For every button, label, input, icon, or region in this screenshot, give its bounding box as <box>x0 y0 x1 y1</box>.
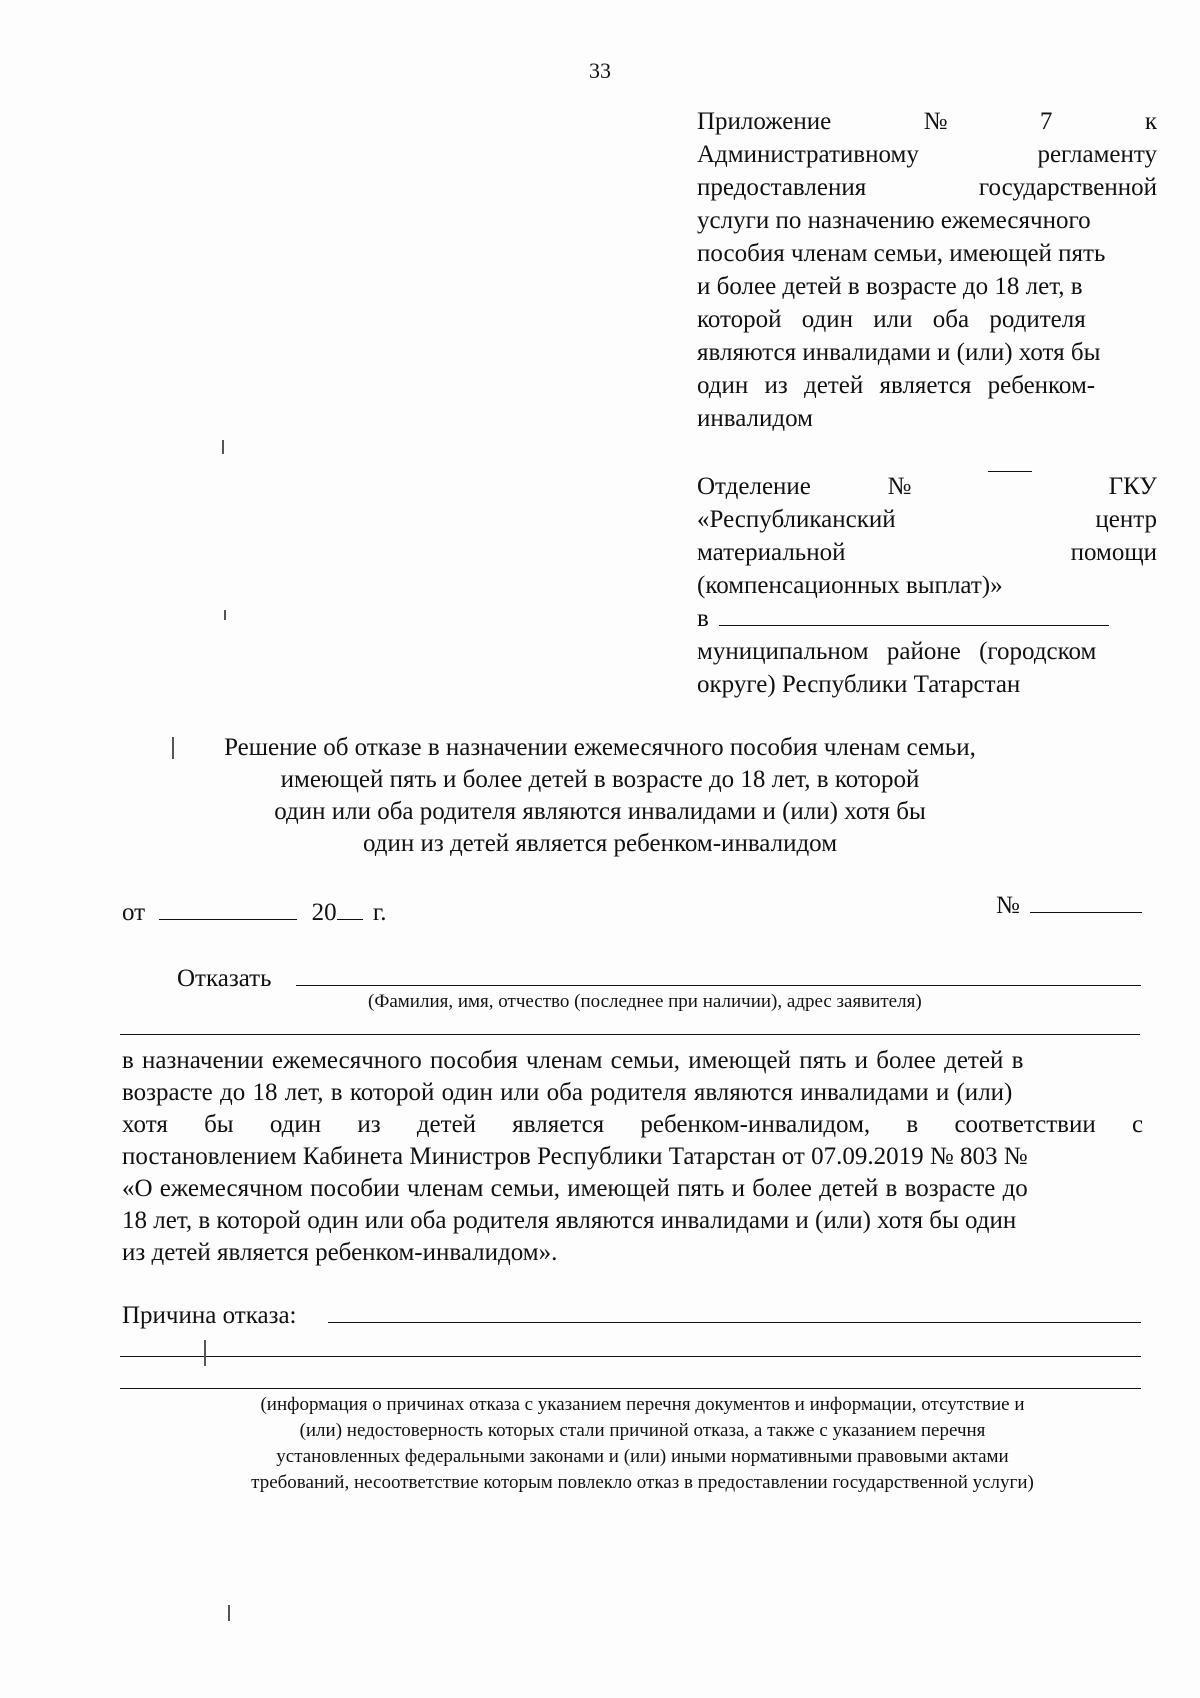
appendix-line-7: которой один или оба родителя <box>697 306 1086 333</box>
body-line-4: постановлением Кабинета Министров Республики Татарстан от 07.09.2019 № 803 № <box>122 1143 1028 1170</box>
reason-line-2 <box>120 1356 1141 1357</box>
number-field: № <box>996 890 1142 922</box>
reason-label: Причина отказа: <box>122 1302 297 1329</box>
scan-speck <box>228 1605 230 1621</box>
addressee-line-7: округе) Республики Татарстан <box>697 671 1021 698</box>
scan-speck <box>224 610 226 620</box>
appendix-line-3: предоставления государственной <box>697 174 1157 201</box>
appendix-line-5: пособия членам семьи, имеющей пять <box>697 240 1106 267</box>
body-line-7: из детей является ребенком-инвалидом». <box>122 1239 558 1266</box>
body-line-5: «О ежемесячном пособии членам семьи, имеющей пять и более детей в возрасте до <box>122 1175 1028 1202</box>
refuse-label: Отказать <box>177 965 272 992</box>
appendix-line-10: инвалидом <box>697 405 813 432</box>
addressee-line-6: муниципальном районе (городском <box>697 638 1097 665</box>
department-number-blank <box>988 470 1032 472</box>
municipality-blank <box>719 624 1109 626</box>
decision-body <box>122 1045 1157 1269</box>
appendix-header <box>697 105 1157 435</box>
applicant-caption: (Фамилия, имя, отчество (последнее при наличии), адрес заявителя) <box>368 991 922 1012</box>
appendix-line-2: Административному регламенту <box>697 141 1157 168</box>
appendix-line-1: Приложение № 7 к <box>697 108 1157 135</box>
appendix-line-9: один из детей является ребенком- <box>697 372 1096 399</box>
addressee-block <box>697 470 1157 701</box>
reason-caption: (информация о причинах отказа с указанием перечня документов и информации, отсутствие и (или) недостоверность которых стали причиной отказа, а также с указанием перечня установленных федеральными законами и (или) иными нормативными правовыми актами требований, несоответствие которым повлекло отказ в предоставлении государственной услуги) <box>251 1394 1034 1493</box>
scan-speck <box>172 737 174 759</box>
addressee-line-5: в <box>697 602 1157 635</box>
appendix-line-4: услуги по назначению ежемесячного <box>697 207 1091 234</box>
decision-title: Решение об отказе в назначении ежемесячного пособия членам семьи, имеющей пять и более детей в возрасте до 18 лет, в которой один или оба родителя являются инвалидами и (или) хотя бы один из детей является ребенком-инвалидом <box>224 734 976 857</box>
addressee-line-1: Отделение № ГКУ <box>697 470 1157 503</box>
scan-speck <box>204 1340 206 1366</box>
date-field: от 20 г. <box>122 899 387 926</box>
date-blank <box>159 918 297 920</box>
body-line-3: хотя бы один из детей является ребенком-инвалидом, в соответствии с <box>122 1111 1144 1138</box>
page-number: 33 <box>589 58 611 83</box>
addressee-line-4: (компенсационных выплат)» <box>697 572 1003 599</box>
reason-line-1 <box>328 1322 1141 1323</box>
addressee-line-3: материальной помощи <box>697 539 1157 566</box>
reason-line-3 <box>120 1388 1141 1389</box>
body-line-6: 18 лет, в которой один или оба родителя являются инвалидами и (или) хотя бы один <box>122 1207 1017 1234</box>
scan-speck <box>222 440 224 454</box>
body-line-1: в назначении ежемесячного пособия членам семьи, имеющей пять и более детей в <box>122 1047 1024 1074</box>
appendix-line-8: являются инвалидами и (или) хотя бы <box>697 339 1101 366</box>
decision-number-blank <box>1030 911 1142 913</box>
addressee-line-2: «Республиканский центр <box>697 506 1157 533</box>
year-blank <box>337 918 363 920</box>
appendix-line-6: и более детей в возрасте до 18 лет, в <box>697 273 1083 300</box>
applicant-line-2 <box>120 1034 1140 1035</box>
applicant-line <box>296 985 1141 986</box>
body-line-2: возрасте до 18 лет, в которой один или оба родителя являются инвалидами и (или) <box>122 1079 1013 1106</box>
